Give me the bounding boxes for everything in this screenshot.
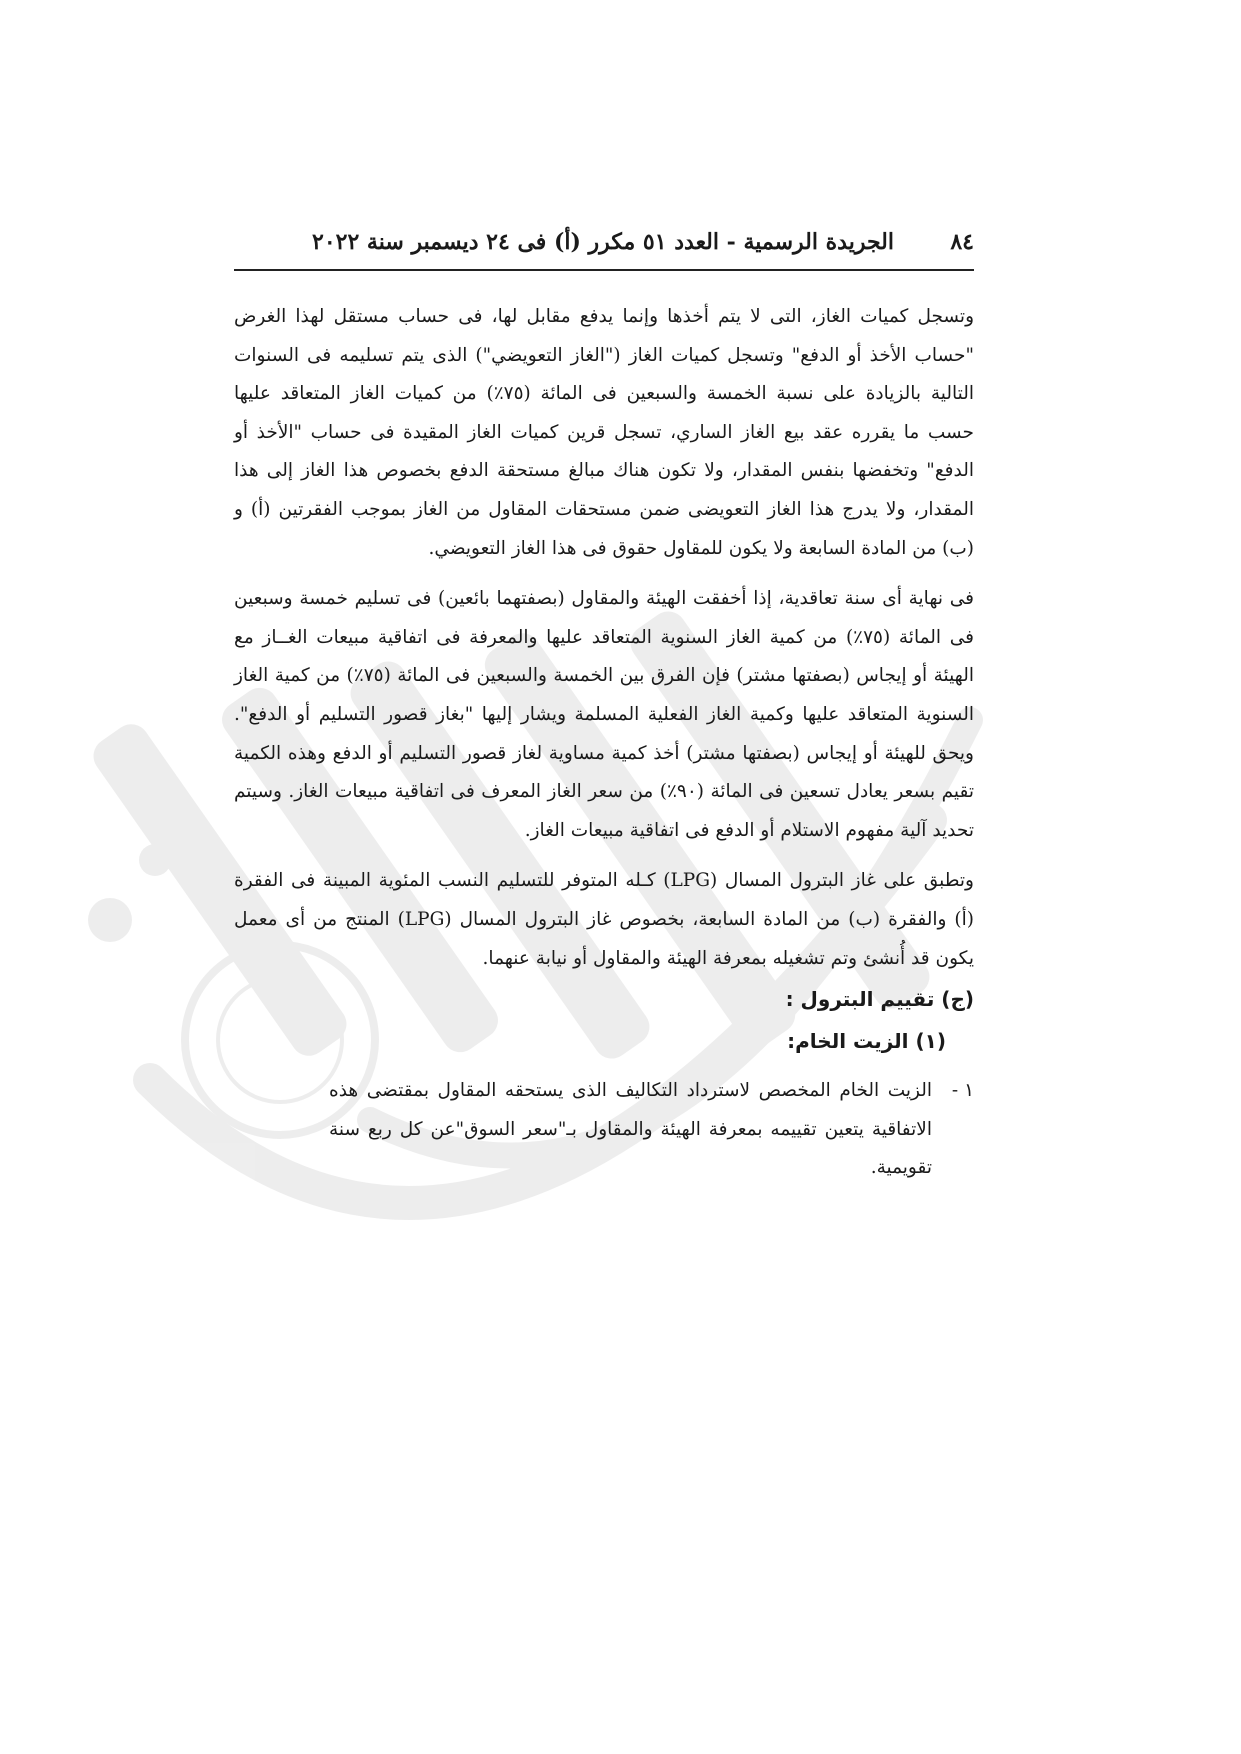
list-item — [329, 1072, 974, 1188]
page-header — [234, 225, 974, 271]
subsection-title-crude-oil: (١) الزيت الخام: — [787, 1029, 946, 1054]
watermark-dot — [88, 898, 132, 942]
paragraph-take-or-pay-account: وتسجل كميات الغاز، التى لا يتم أخذها وإنما يدفع مقابل لها، فى حساب مستقل لهذا الغرض "حساب الأخذ أو الدفع" وتسجل كميات الغاز ("الغاز التعويضي") الذى يتم تسليمه فى السنوات التالية بالزيادة على نسبة الخمسة والسبعين فى المائة (٧٥٪) من كميات الغاز المتعاقد عليها حسب ما يقرره عقد بيع الغاز الساري، تسجل قرين كميات الغاز المقيدة فى حساب "الأخذ أو الدفع" وتخفضها بنفس المقدار، ولا تكون هناك مبالغ مستحقة الدفع بخصوص هذا الغاز إلى هذا المقدار، ولا يدرج هذا الغاز التعويضى ضمن مستحقات المقاول من الغاز بموجب الفقرتين (أ) و (ب) من المادة السابعة ولا يكون للمقاول حقوق فى هذا الغاز التعويضي. — [234, 306, 975, 559]
section-title-petroleum-valuation: (ج) تقييم البترول : — [785, 987, 974, 1012]
page-number: ٨٤ — [950, 229, 974, 255]
page-content — [234, 298, 974, 1188]
list-item-number: ١ - — [951, 1080, 974, 1102]
list-item-text: الزيت الخام المخصص لاسترداد التكاليف الذى يستحقه المقاول بمقتضى هذه الاتفاقية يتعين تقييمه بمعرفة الهيئة والمقاول بـ"سعر السوق"عن كل ربع سنة تقويمية. — [329, 1080, 932, 1179]
paragraph-lpg: وتطبق على غاز البترول المسال (LPG) كـله المتوفر للتسليم النسب المئوية المبينة فى الفقرة (أ) والفقرة (ب) من المادة السابعة، بخصوص غاز البترول المسال (LPG) المنتج من أى معمل يكون قد أُنشئ وتم تشغيله بمعرفة الهيئة والمقاول أو نيابة عنهما. — [234, 870, 974, 969]
header-title: الجريدة الرسمية - العدد ٥١ مكرر (أ) فى ٢٤ ديسمبر سنة ٢٠٢٢ — [312, 229, 894, 255]
watermark-dot — [139, 844, 171, 876]
paragraph-delivery-shortfall: فى نهاية أى سنة تعاقدية، إذا أخفقت الهيئة والمقاول (بصفتهما بائعين) فى تسليم خمسة وسبعين فى المائة (٧٥٪) من كمية الغاز السنوية المتعاقد عليها والمعرفة فى اتفاقية مبيعات الغــاز مع الهيئة أو إيجاس (بصفتها مشتر) فإن الفرق بين الخمسة والسبعين فى المائة (٧٥٪) من كمية الغاز السنوية المتعاقد عليها وكمية الغاز الفعلية المسلمة ويشار إليها "بغاز قصور التسليم أو الدفع". ويحق للهيئة أو إيجاس (بصفتها مشتر) أخذ كمية مساوية لغاز قصور التسليم أو الدفع وهذه الكمية تقيم بسعر يعادل تسعين فى المائة (٩٠٪) من سعر الغاز المعرف فى اتفاقية مبيعات الغاز. وسيتم تحديد آلية مفهوم الاستلام أو الدفع فى اتفاقية مبيعات الغاز. — [234, 588, 974, 841]
